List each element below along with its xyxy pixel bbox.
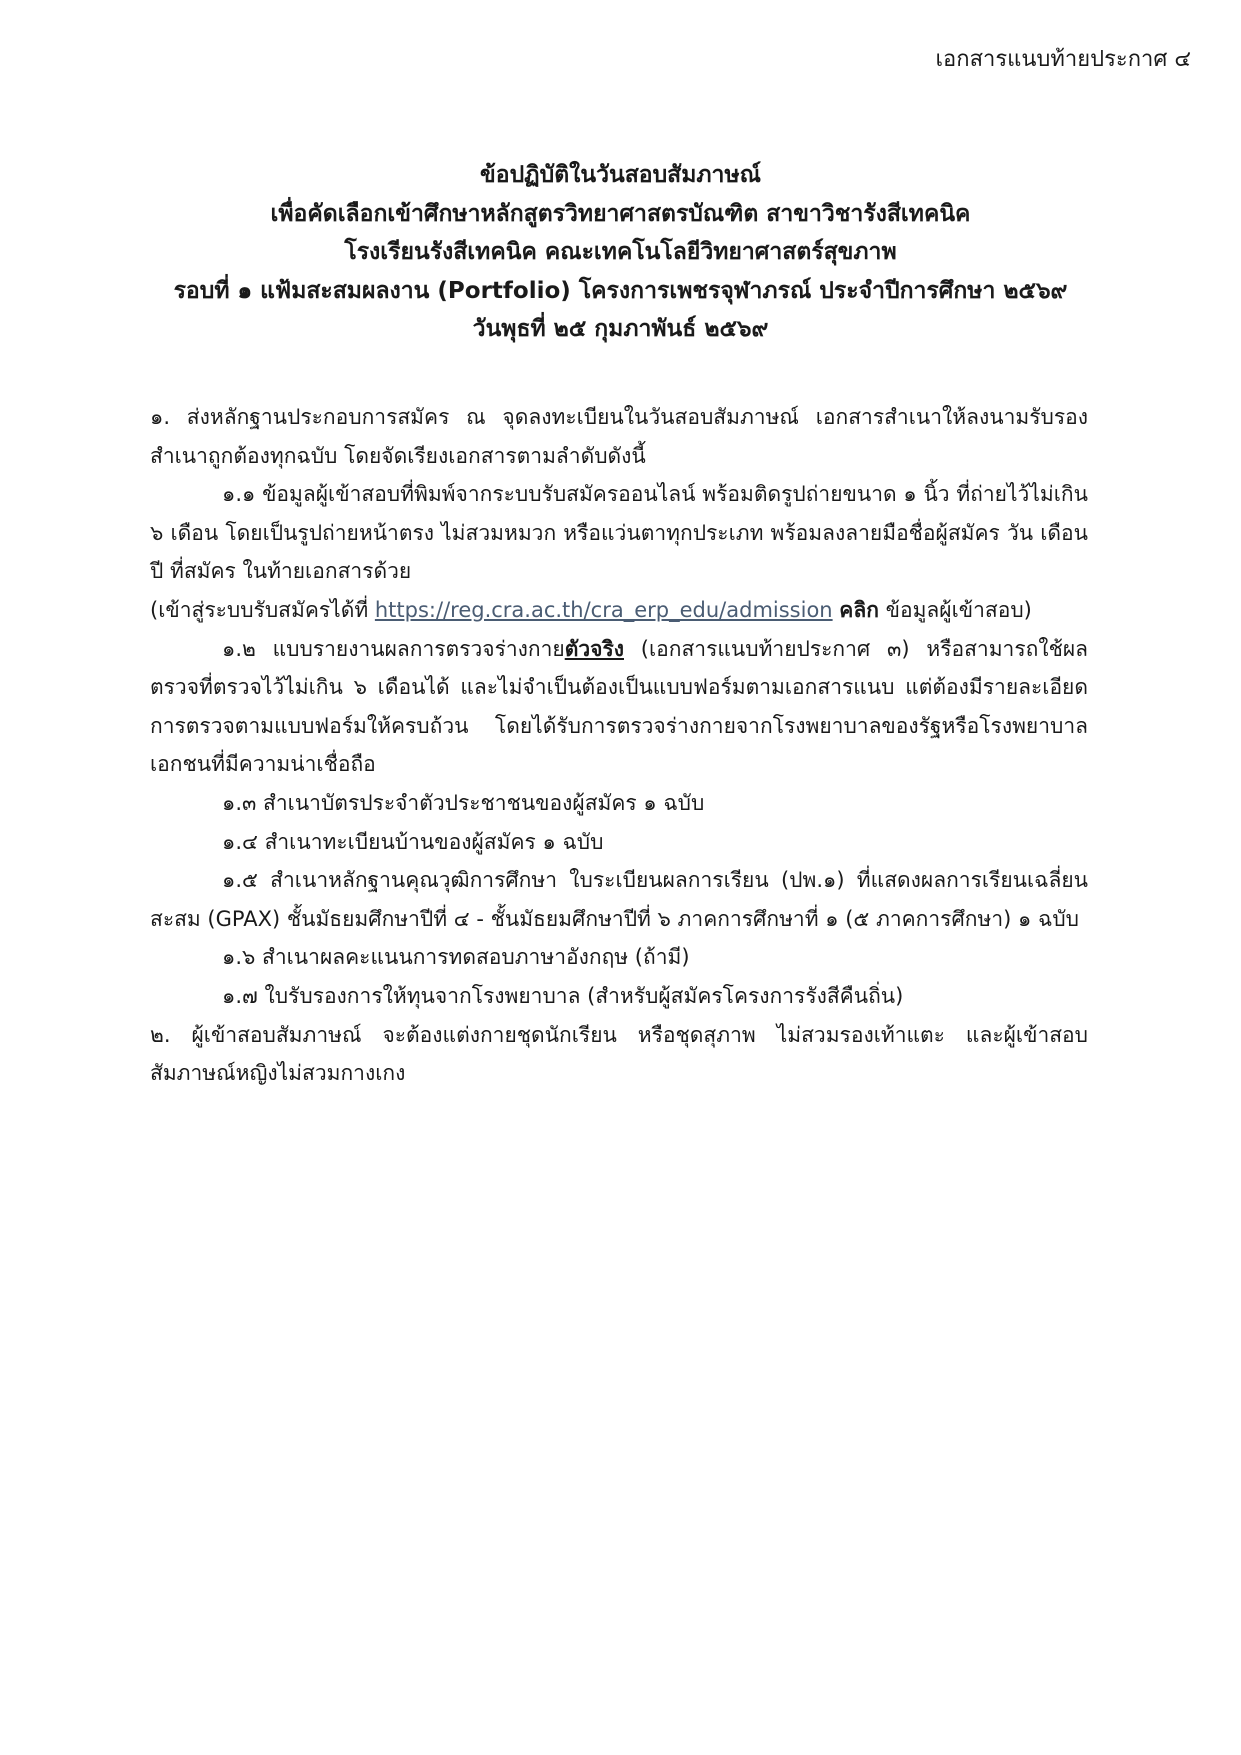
item-1-5: ๑.๕ สำเนาหลักฐานคุณวุฒิการศึกษา ใบระเบียนผลการเรียน (ปพ.๑) ที่แสดงผลการเรียนเฉลี่ยนสะสม (GPAX) ชั้นมัธยมศึกษาปีที่ ๔ - ชั้นมัธยมศึกษาปีที่ ๖ ภาคการศึกษาที่ ๑ (๕ ภาคการศึกษา) ๑ ฉบับ bbox=[150, 868, 1088, 931]
item-1-6: ๑.๖ สำเนาผลคะแนนการทดสอบภาษาอังกฤษ (ถ้ามี) bbox=[222, 945, 690, 970]
heading-line-2: เพื่อคัดเลือกเข้าศึกษาหลักสูตรวิทยาศาสตรบัณฑิต สาขาวิชารังสีเทคนิค bbox=[270, 200, 971, 227]
item-1: ๑. ส่งหลักฐานประกอบการสมัคร ณ จุดลงทะเบียนในวันสอบสัมภาษณ์ เอกสารสำเนาให้ลงนามรับรองสำเนาถูกต้องทุกฉบับ โดยจัดเรียงเอกสารตามลำดับดังนี้ bbox=[150, 405, 1088, 468]
click-label: คลิก bbox=[839, 597, 879, 622]
heading-line-3: โรงเรียนรังสีเทคนิค คณะเทคโนโลยีวิทยาศาสตร์สุขภาพ bbox=[344, 239, 897, 265]
item-1-2-lead: ๑.๒ แบบรายงานผลการตรวจร่างกาย bbox=[222, 636, 565, 661]
item-1-1: ๑.๑ ข้อมูลผู้เข้าสอบที่พิมพ์จากระบบรับสมัครออนไลน์ พร้อมติดรูปถ่ายขนาด ๑ นิ้ว ที่ถ่ายไว้ไม่เกิน ๖ เดือน โดยเป็นรูปถ่ายหน้าตรง ไม่สวมหมวก หรือแว่นตาทุกประเภท พร้อมลงลายมือชื่อผู้สมัคร วัน เดือน ปี ที่สมัคร ในท้ายเอกสารด้วย bbox=[150, 482, 1088, 584]
item-1-2 bbox=[150, 630, 1088, 784]
registration-note bbox=[150, 591, 1088, 630]
document-body bbox=[150, 398, 1088, 1093]
item-1-4: ๑.๔ สำเนาทะเบียนบ้านของผู้สมัคร ๑ ฉบับ bbox=[222, 829, 604, 854]
document-heading bbox=[100, 156, 1141, 349]
item-1-2-rest: (เอกสารแนบท้ายประกาศ ๓) หรือสามารถใช้ผลตรวจที่ตรวจไว้ไม่เกิน ๖ เดือนได้ และไม่จำเป็นต้องเป็นแบบฟอร์มตามเอกสารแนบ แต่ต้องมีรายละเอียดการตรวจตามแบบฟอร์มให้ครบถ้วน โดยได้รับการตรวจร่างกายจากโรงพยาบาลของรัฐหรือโรงพยาบาลเอกชนที่มีความน่าเชื่อถือ bbox=[150, 636, 1089, 777]
registration-suffix: ข้อมูลผู้เข้าสอบ) bbox=[878, 597, 1032, 622]
document-reference: เอกสารแนบท้ายประกาศ ๔ bbox=[935, 47, 1191, 72]
item-2: ๒. ผู้เข้าสอบสัมภาษณ์ จะต้องแต่งกายชุดนักเรียน หรือชุดสุภาพ ไม่สวมรองเท้าแตะ และผู้เข้าสอบสัมภาษณ์หญิงไม่สวมกางเกง bbox=[150, 1022, 1088, 1086]
registration-link[interactable]: https://reg.cra.ac.th/cra_erp_edu/admission bbox=[374, 597, 833, 622]
registration-prefix: (เข้าสู่ระบบรับสมัครได้ที่ bbox=[150, 597, 375, 622]
original-copy-emphasis: ตัวจริง bbox=[564, 636, 624, 661]
heading-line-4: รอบที่ ๑ แฟ้มสะสมผลงาน (Portfolio) โครงการเพชรจุฬาภรณ์ ประจำปีการศึกษา ๒๕๖๙ bbox=[173, 277, 1068, 304]
item-1-7: ๑.๗ ใบรับรองการให้ทุนจากโรงพยาบาล (สำหรับผู้สมัครโครงการรังสีคืนถิ่น) bbox=[222, 983, 904, 1008]
item-1-3: ๑.๓ สำเนาบัตรประจำตัวประชาชนของผู้สมัคร ๑ ฉบับ bbox=[222, 790, 705, 815]
heading-line-1: ข้อปฏิบัติในวันสอบสัมภาษณ์ bbox=[480, 162, 761, 188]
heading-line-5: วันพุธที่ ๒๕ กุมภาพันธ์ ๒๕๖๙ bbox=[472, 316, 769, 342]
